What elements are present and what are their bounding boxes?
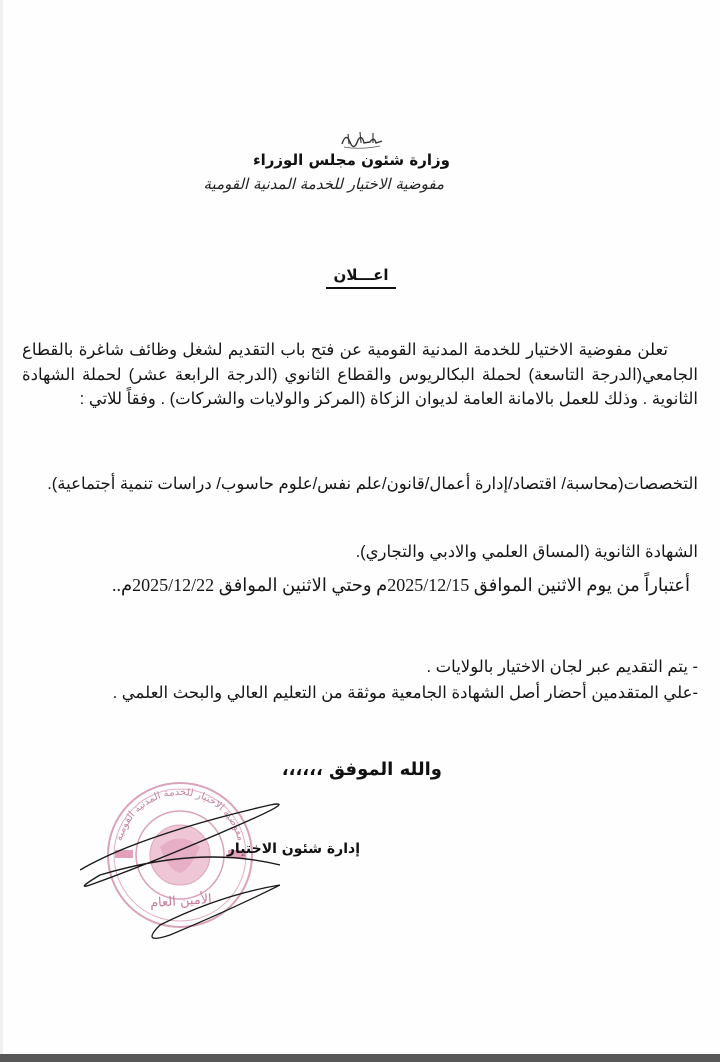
- bismillah-calligraphy-icon: [340, 128, 384, 150]
- requirement-item: - يتم التقديم عبر لجان الاختيار بالولايات .: [426, 658, 698, 676]
- specializations-paragraph: التخصصات(محاسبة/ اقتصاد/إدارة أعمال/قانون/علم نفس/علوم حاسوب/ دراسات تنمية أجتماعية).: [47, 475, 698, 493]
- official-stamp-icon: [80, 775, 280, 945]
- requirements-list: [22, 654, 698, 706]
- requirement-item: -علي المتقدمين أحضار أصل الشهادة الجامعية موثقة من التعليم العالي والبحث العلمي .: [112, 684, 698, 702]
- bottom-bar: [0, 1054, 720, 1062]
- announcement-title: اعـــلان: [326, 266, 396, 289]
- dates-intro-text: أعتباراً من يوم الاثنين الموافق: [473, 575, 690, 595]
- end-date: 2025/12/22: [132, 575, 215, 595]
- page-edge: [0, 0, 3, 1054]
- stamp-bottom-text: الأمين العام: [149, 891, 213, 912]
- ministry-name: وزارة شئون مجلس الوزراء: [252, 151, 450, 169]
- start-date: 2025/12/15: [387, 575, 470, 595]
- intro-paragraph: تعلن مفوضية الاختيار للخدمة المدنية القومية عن فتح باب التقديم لشغل وظائف شاغرة بالقطاع الجامعي(الدرجة التاسعة) لحملة البكالريوس والقطاع الثانوي (الدرجة الرابعة عشر) لحملة الشهادة الثانوية . وذلك للعمل بالامانة العامة لديوان الزكاة (المركز والولايات والشركات) . وفقاً للاتي :: [22, 341, 698, 408]
- commission-name: مفوضية الاختيار للخدمة المدنية القومية: [203, 175, 444, 193]
- dates-between-text: م وحتي الاثنين الموافق: [218, 575, 388, 595]
- dates-end-text: م..: [112, 575, 133, 595]
- closing-phrase: والله الموفق ،،،،،،: [281, 759, 442, 780]
- signature-label: إدارة شئون الاختيار: [226, 841, 360, 857]
- signature-stroke: [149, 885, 280, 938]
- application-dates: [22, 570, 698, 601]
- stamp-ring-text: مفوضية الاختيار للخدمة المدنية القومية: [113, 786, 247, 843]
- secondary-certificate-paragraph: الشهادة الثانوية (المساق العلمي والادبي والتجاري).: [355, 543, 698, 561]
